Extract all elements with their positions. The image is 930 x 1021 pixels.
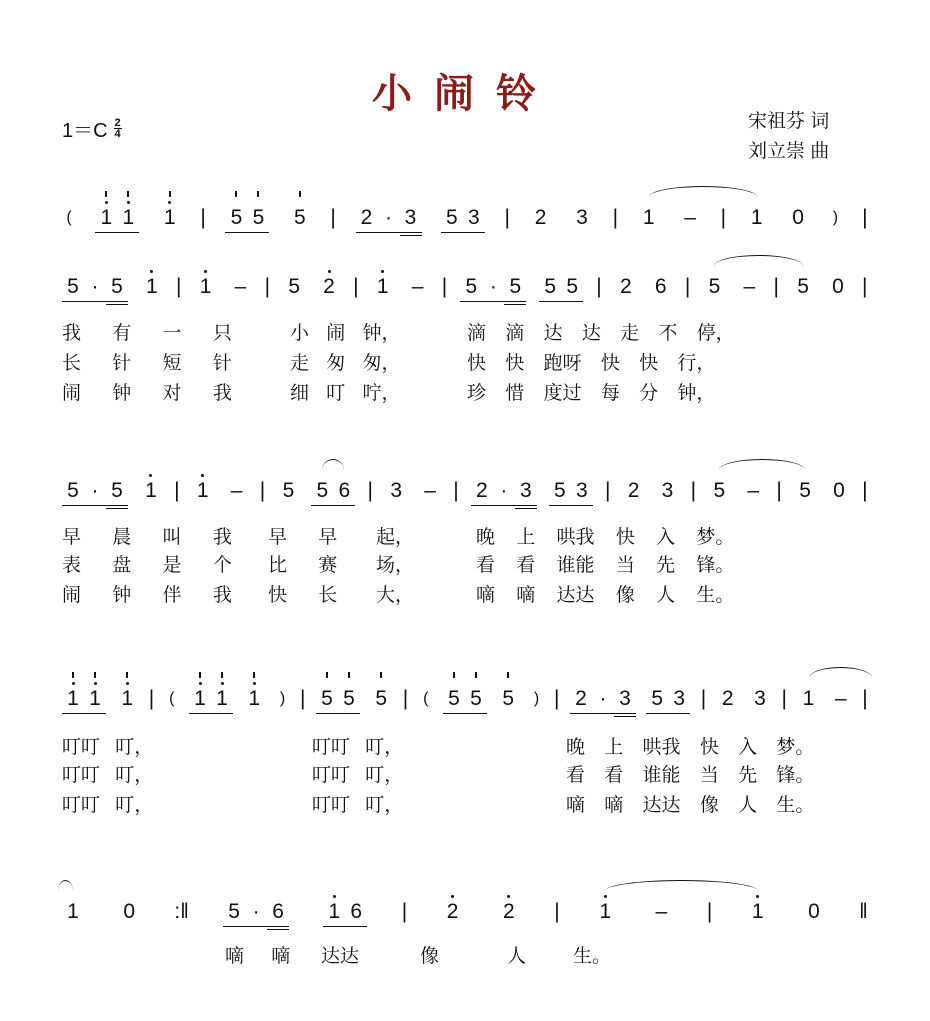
beam-underline [668, 713, 690, 714]
beam-group [460, 275, 526, 299]
composer-credit: 刘立崇 曲 [748, 141, 830, 162]
note: 5 [62, 275, 84, 299]
dot-rhythm: · [482, 275, 504, 299]
beam-underline [614, 716, 636, 717]
barline: | [504, 206, 510, 229]
lyric: 早 早 [268, 527, 338, 548]
dash-extension: – [424, 479, 436, 502]
dot-rhythm: · [592, 687, 614, 711]
staccato-mark [126, 672, 128, 678]
beam-underline [311, 505, 333, 506]
note: 5 [799, 479, 811, 502]
staccato-mark [253, 672, 255, 678]
score-line-5 [62, 884, 868, 924]
note: 5 [288, 275, 300, 298]
lyric: 生。 [573, 946, 612, 967]
note: 2 [620, 275, 632, 298]
lyric: 走 匆 匆， [290, 353, 401, 374]
beam-group [323, 900, 367, 924]
beam-group [570, 687, 636, 711]
bracket: ( [169, 690, 175, 707]
note: 5 [289, 206, 311, 230]
note: 1 [323, 900, 345, 924]
lyric: 达达 [321, 946, 360, 967]
bracket: ) [832, 209, 839, 226]
note: 6 [333, 479, 355, 503]
lyric: 叮叮 叮， [312, 765, 404, 786]
lyric: 闹 钟 伴 我 [62, 585, 232, 606]
staccato-mark [199, 672, 201, 678]
beam-group [62, 687, 106, 711]
dash-extension: – [743, 275, 756, 298]
beam-underline [614, 713, 636, 714]
note: 5 [225, 206, 247, 230]
note: 5 [441, 206, 463, 230]
lyric: 像 [420, 946, 440, 967]
beam-underline [189, 713, 211, 714]
high-octave-dot [127, 201, 130, 204]
note: 3 [400, 206, 422, 230]
lyric: 表 盘 是 个 [62, 555, 232, 576]
note: 3 [390, 479, 402, 502]
beam-underline [84, 505, 106, 506]
staccato-mark [299, 191, 301, 197]
lyric: 晚 上 哄我 快 入 梦。 [476, 527, 735, 548]
beam-underline [539, 301, 561, 302]
lyric: 叮叮 叮， [312, 737, 404, 758]
beam-group [443, 687, 487, 711]
staccato-mark [507, 672, 509, 678]
beam-underline [267, 929, 289, 930]
lyric: 叮叮 叮， [62, 765, 154, 786]
lyric: 场， [376, 555, 415, 576]
dash-extension: – [234, 275, 247, 298]
beam-underline [338, 713, 360, 714]
beam-group [62, 275, 128, 299]
barline: | [554, 687, 560, 710]
lyric: 叮叮 叮， [62, 737, 154, 758]
beam-underline [571, 505, 593, 506]
staccato-mark [127, 191, 129, 197]
note: 1 [67, 900, 79, 923]
note: 3 [463, 206, 485, 230]
barline: | [862, 687, 868, 710]
barline: :‖ [174, 900, 189, 923]
time-top: 2 [114, 117, 121, 129]
staccato-mark [453, 672, 455, 678]
beam-underline [549, 505, 571, 506]
high-octave-dot [204, 270, 207, 273]
bracket: ( [423, 690, 429, 707]
note: 0 [123, 900, 136, 923]
beam-underline [245, 926, 267, 927]
beam-underline [345, 926, 367, 927]
barline: | [776, 479, 782, 502]
note: 2 [471, 479, 493, 503]
high-octave-dot [199, 682, 202, 685]
lyric: 快 长 [268, 585, 338, 606]
note: 1 [140, 479, 162, 503]
staccato-mark [348, 672, 350, 678]
tie-slur [809, 667, 873, 678]
beam-underline [471, 505, 493, 506]
beam-underline [62, 301, 84, 302]
high-octave-dot [333, 895, 336, 898]
beam-underline [463, 232, 485, 233]
note: 5 [282, 479, 295, 502]
lyric: 闹 钟 对 我 [62, 383, 232, 404]
barline: | [401, 900, 408, 923]
score-line-1 [62, 190, 868, 230]
beam-group [471, 479, 537, 503]
lyric: 珍 惜 度过 每 分 钟， [467, 383, 716, 404]
note: 2 [570, 687, 592, 711]
staccato-mark [94, 672, 96, 678]
note: 2 [318, 275, 340, 299]
lyric: 滴 滴 达 达 走 不 停， [467, 323, 735, 344]
key-signature [62, 114, 122, 143]
barline: | [300, 687, 306, 710]
high-octave-dot [451, 895, 454, 898]
lyricist-credit: 宋祖芬 词 [748, 111, 830, 132]
beam-underline [400, 232, 422, 233]
high-octave-dot [507, 895, 510, 898]
high-octave-dot [126, 682, 129, 685]
dash-extension: – [655, 900, 668, 923]
note: 5 [504, 275, 526, 299]
barline: ‖ [859, 900, 868, 923]
key-tonic: 1＝C [62, 120, 108, 142]
barline: | [596, 275, 602, 298]
note: 0 [832, 275, 844, 298]
barline: | [700, 687, 707, 710]
note: 1 [594, 900, 616, 924]
high-octave-dot [168, 201, 171, 204]
note: 0 [808, 900, 820, 923]
high-octave-dot [105, 201, 108, 204]
barline: | [330, 206, 336, 229]
beam-group [225, 206, 269, 230]
note: 1 [117, 206, 139, 230]
staccato-mark [475, 672, 477, 678]
note: 1 [243, 687, 265, 711]
beam-underline [211, 713, 233, 714]
note: 5 [62, 479, 84, 503]
beam-underline [106, 304, 128, 305]
beam-group [62, 479, 128, 503]
note: 0 [792, 206, 804, 229]
staccato-mark [326, 672, 328, 678]
dot-rhythm: · [493, 479, 515, 503]
note: 1 [211, 687, 233, 711]
beam-underline [84, 301, 106, 302]
barline: | [612, 206, 619, 229]
barline: | [781, 687, 787, 710]
barline: | [720, 206, 727, 229]
beam-group [316, 687, 360, 711]
barline: | [706, 900, 713, 923]
bracket: ) [279, 690, 286, 707]
song-title: 小闹铃 [372, 70, 558, 117]
beam-underline [106, 505, 128, 506]
note: 5 [443, 687, 465, 711]
tie-slur [649, 186, 757, 197]
beam-group [95, 206, 139, 230]
staccato-mark [235, 191, 237, 197]
barline: | [684, 275, 691, 298]
barline: | [862, 275, 868, 298]
barline: | [690, 479, 697, 502]
note: 1 [84, 687, 106, 711]
lyric: 早 晨 叫 我 [62, 527, 232, 548]
note: 1 [95, 206, 117, 230]
barline: | [402, 687, 409, 710]
lyric: 我 有 一 只 [62, 323, 232, 344]
note: 3 [614, 687, 636, 711]
note: 3 [661, 479, 674, 502]
high-octave-dot [94, 682, 97, 685]
lyric: 人 [507, 946, 527, 967]
beam-group [539, 275, 583, 299]
note: 1 [141, 275, 163, 299]
beam-underline [356, 232, 378, 233]
note: 1 [189, 687, 211, 711]
barline: | [604, 479, 611, 502]
tie-slur [322, 459, 344, 470]
lyric: 看 看 谁能 当 先 锋。 [566, 765, 815, 786]
note: 5 [370, 687, 392, 711]
beam-group [189, 687, 233, 711]
dash-extension: – [747, 479, 760, 502]
beam-underline [570, 713, 592, 714]
note: 1 [195, 275, 217, 299]
beam-group [356, 206, 422, 230]
score-line-2 [62, 259, 868, 299]
note: 5 [561, 275, 583, 299]
barline: | [441, 275, 448, 298]
barline: | [200, 206, 206, 229]
note: 1 [750, 206, 763, 229]
beam-underline [62, 505, 84, 506]
note: 2 [534, 206, 547, 229]
barline: | [264, 275, 271, 298]
note: 5 [713, 479, 726, 502]
beam-underline [62, 713, 84, 714]
lyric: 起， [376, 527, 415, 548]
beam-underline [106, 301, 128, 302]
dash-extension: – [834, 687, 847, 710]
note: 1 [62, 687, 84, 711]
barline: | [353, 275, 359, 298]
note: 5 [247, 206, 269, 230]
note: 6 [654, 275, 667, 298]
high-octave-dot [604, 895, 607, 898]
score-line-4 [62, 671, 868, 711]
score-line-3 [62, 463, 868, 503]
note: 5 [465, 687, 487, 711]
lyric: 细 叮 咛， [290, 383, 401, 404]
staccato-mark [380, 672, 382, 678]
note: 2 [627, 479, 640, 502]
lyric: 长 针 短 针 [62, 353, 232, 374]
high-octave-dot [328, 270, 331, 273]
beam-underline [323, 926, 345, 927]
high-octave-dot [381, 270, 384, 273]
beam-underline [247, 232, 269, 233]
beam-underline [482, 301, 504, 302]
note: 3 [515, 479, 537, 503]
note: 5 [106, 275, 128, 299]
staccato-mark [169, 191, 171, 197]
note: 2 [356, 206, 378, 230]
note: 5 [223, 900, 245, 924]
tie-slur [58, 880, 73, 891]
dash-extension: – [411, 275, 424, 298]
high-octave-dot [72, 682, 75, 685]
note: 3 [571, 479, 593, 503]
high-octave-dot [221, 682, 224, 685]
beam-group [311, 479, 355, 503]
lyric: 快 快 跑呀 快 快 行， [467, 353, 716, 374]
barline: | [175, 275, 182, 298]
barline: | [174, 479, 180, 502]
note: 6 [267, 900, 289, 924]
note: 3 [668, 687, 690, 711]
note: 1 [372, 275, 394, 299]
beam-underline [400, 235, 422, 236]
note: 5 [539, 275, 561, 299]
high-octave-dot [756, 895, 759, 898]
beam-underline [646, 713, 668, 714]
lyric: 叮叮 叮， [62, 795, 154, 816]
note: 5 [338, 687, 360, 711]
beam-underline [333, 505, 355, 506]
barline: | [554, 900, 560, 923]
dot-rhythm: · [378, 206, 400, 230]
high-octave-dot [150, 270, 153, 273]
beam-group [549, 479, 593, 503]
note: 3 [754, 687, 766, 710]
lyric: 小 闹 钟， [290, 323, 401, 344]
beam-underline [504, 301, 526, 302]
beam-underline [267, 926, 289, 927]
note: 5 [646, 687, 668, 711]
dot-rhythm: · [84, 479, 106, 503]
note: 1 [159, 206, 181, 230]
lyric: 叮叮 叮， [312, 795, 404, 816]
note: 5 [497, 687, 519, 711]
note: 5 [106, 479, 128, 503]
tie-slur [719, 459, 805, 470]
note: 5 [708, 275, 721, 298]
high-octave-dot [253, 682, 256, 685]
note: 5 [316, 687, 338, 711]
lyric: 嘀 嘀 达达 像 人 生。 [566, 795, 815, 816]
staccato-mark [257, 191, 259, 197]
beam-underline [443, 713, 465, 714]
note: 1 [747, 900, 769, 924]
beam-underline [504, 304, 526, 305]
barline: | [862, 479, 868, 502]
bracket: ( [66, 209, 72, 226]
beam-group [646, 687, 690, 711]
lyric: 嘀 嘀 达达 像 人 生。 [476, 585, 735, 606]
beam-underline [561, 301, 583, 302]
note: 1 [116, 687, 138, 711]
note: 6 [345, 900, 367, 924]
dash-extension: – [230, 479, 243, 502]
note: 1 [642, 206, 655, 229]
staccato-mark [105, 191, 107, 197]
note: 2 [721, 687, 734, 710]
barline: | [773, 275, 779, 298]
note: 0 [833, 479, 845, 502]
beam-underline [378, 232, 400, 233]
lyric: 晚 上 哄我 快 入 梦。 [566, 737, 815, 758]
beam-underline [84, 713, 106, 714]
beam-underline [515, 508, 537, 509]
beam-group [441, 206, 485, 230]
beam-underline [592, 713, 614, 714]
barline: | [453, 479, 459, 502]
beam-underline [460, 301, 482, 302]
beam-underline [493, 505, 515, 506]
lyric: 大， [376, 585, 415, 606]
note: 2 [442, 900, 464, 924]
beam-underline [441, 232, 463, 233]
beam-underline [316, 713, 338, 714]
note: 2 [498, 900, 520, 924]
note: 1 [802, 687, 815, 710]
beam-underline [223, 926, 245, 927]
note: 5 [549, 479, 571, 503]
note: 5 [797, 275, 809, 298]
beam-underline [515, 505, 537, 506]
bracket: ) [533, 690, 540, 707]
beam-underline [95, 232, 117, 233]
lyric: 看 看 谁能 当 先 锋。 [476, 555, 735, 576]
dot-rhythm: · [84, 275, 106, 299]
time-bottom: 4 [114, 128, 121, 140]
staccato-mark [221, 672, 223, 678]
note: 5 [311, 479, 333, 503]
note: 5 [460, 275, 482, 299]
beam-underline [117, 232, 139, 233]
staccato-mark [72, 672, 74, 678]
tie-slur [714, 255, 803, 266]
barline: | [259, 479, 266, 502]
lyric: 比 赛 [268, 555, 338, 576]
high-octave-dot [201, 474, 204, 477]
beam-group [223, 900, 289, 924]
high-octave-dot [149, 474, 152, 477]
note: 1 [192, 479, 214, 503]
beam-underline [106, 508, 128, 509]
beam-underline [465, 713, 487, 714]
barline: | [862, 206, 868, 229]
dot-rhythm: · [245, 900, 267, 924]
tie-slur [605, 880, 758, 891]
beam-underline [225, 232, 247, 233]
note: 3 [576, 206, 588, 229]
dash-extension: – [684, 206, 696, 229]
barline: | [148, 687, 155, 710]
barline: | [367, 479, 373, 502]
time-signature [114, 118, 122, 139]
lyric: 嘀 嘀 [225, 946, 291, 967]
